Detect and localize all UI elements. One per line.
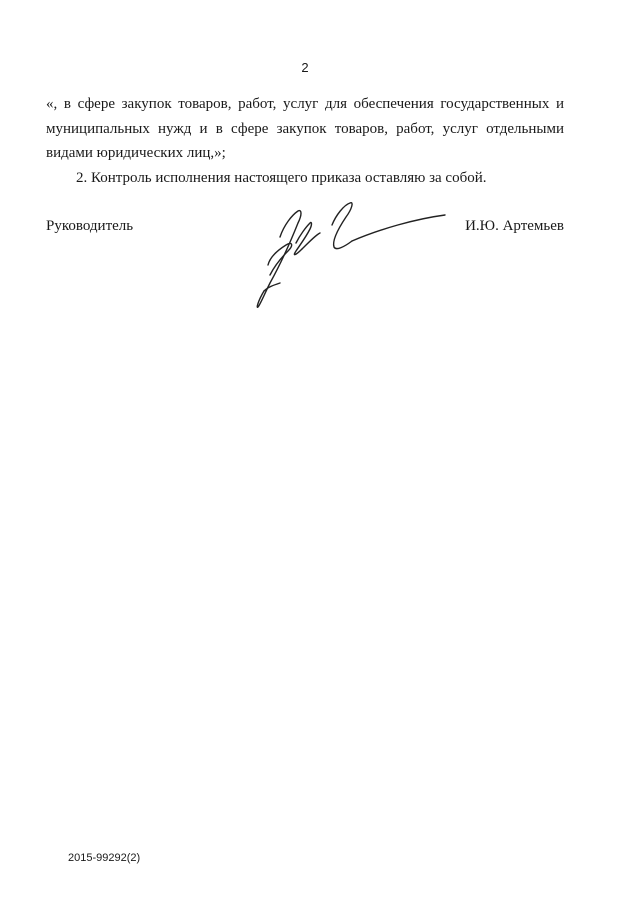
document-body [46, 92, 564, 190]
signatory-name: И.Ю. Артемьев [465, 218, 564, 234]
paragraph-control-clause: 2. Контроль исполнения настоящего приказа оставляю за собой. [76, 169, 487, 186]
handwritten-signature [240, 195, 455, 315]
paragraph-amendment-text: «, в сфере закупок товаров, работ, услуг для обеспечения государственных и муниципальных нужд и в сфере закупок товаров, работ, услуг отдельными видами юридических лиц,»; [46, 96, 564, 161]
signatory-title: Руководитель [46, 218, 134, 234]
document-id: 2015-99292(2) [68, 852, 141, 864]
page-number: 2 [301, 60, 309, 75]
